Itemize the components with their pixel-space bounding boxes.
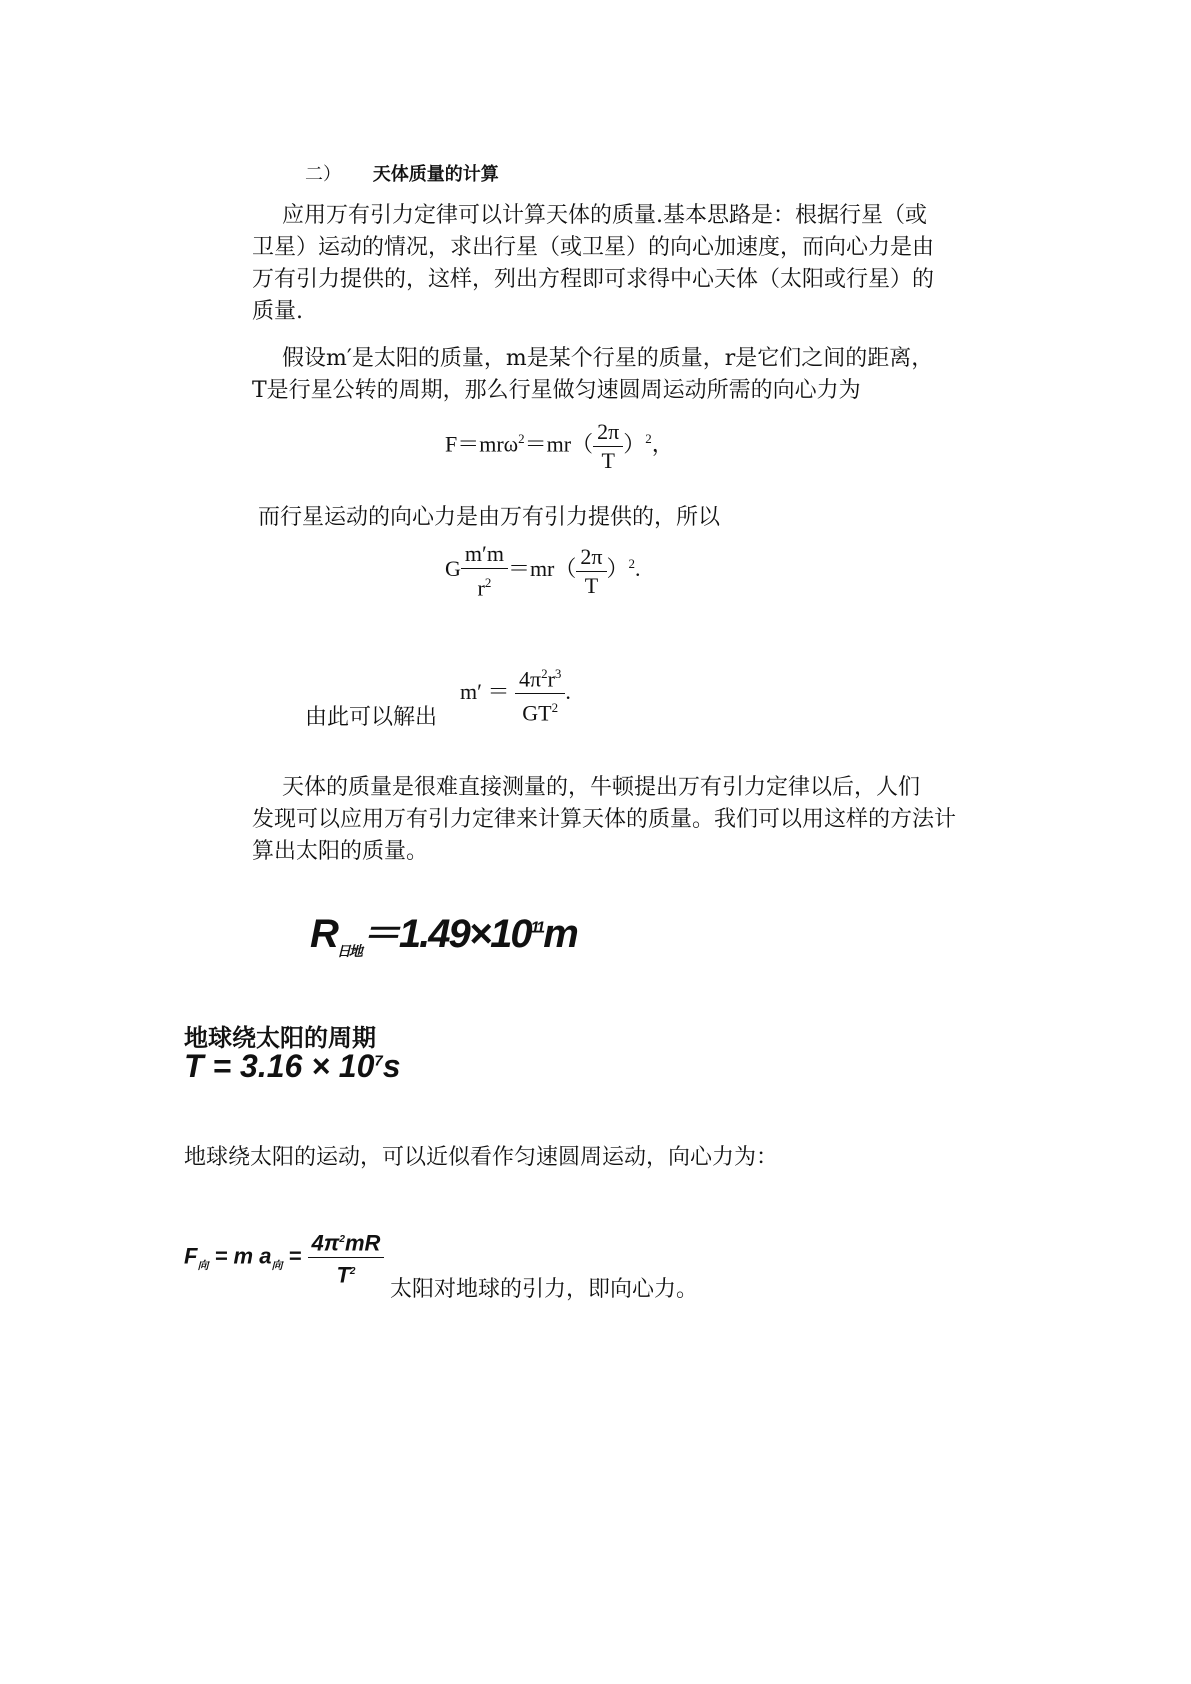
formula-exponent: 3	[554, 666, 562, 681]
formula-text: ）	[623, 431, 646, 457]
formula-text: m′	[460, 678, 482, 704]
paragraph-measurement	[252, 772, 1012, 868]
paragraph-method	[252, 200, 1012, 328]
formula-text: 4π	[518, 666, 542, 692]
paragraph-gravitational-pull: 太阳对地球的引力，即向心力。	[390, 1277, 699, 1302]
fraction-numerator	[308, 1226, 385, 1258]
fraction-numerator: 2π	[576, 543, 606, 572]
text-line: 算出太阳的质量。	[252, 839, 429, 864]
formula-exponent: 2	[551, 700, 559, 716]
formula-subscript: 向	[197, 1260, 209, 1273]
formula-text: mR	[344, 1230, 381, 1256]
fraction-denominator	[515, 694, 565, 727]
fraction-numerator: 2π	[593, 418, 623, 447]
solve-text: 由此可以解出	[305, 705, 438, 730]
formula-exponent: 11	[530, 919, 544, 937]
fraction	[515, 660, 565, 728]
formula-text: .	[635, 556, 641, 582]
formula-text: G	[445, 556, 461, 582]
formula-text: =	[282, 1243, 308, 1269]
fraction	[576, 543, 606, 600]
formula-text: ＝1.49×10	[360, 912, 531, 956]
section-heading	[305, 160, 499, 186]
formula-text: R	[310, 912, 337, 956]
text-line: T是行星公转的周期，那么行星做匀速圆周运动所需的向心力为	[252, 378, 861, 403]
formula-text: r	[477, 575, 485, 601]
formula-exponent: 2	[645, 431, 652, 447]
formula-exponent: 2	[541, 666, 548, 681]
formula-centripetal-force-earth	[184, 1226, 384, 1290]
text-line: 万有引力提供的，这样，列出方程即可求得中心天体（太阳或行星）的	[252, 267, 935, 292]
fraction-denominator: T	[601, 448, 615, 473]
formula-sun-earth-distance	[310, 902, 577, 961]
section-title: 天体质量的计算	[372, 164, 499, 185]
formula-subscript: 日地	[336, 943, 361, 959]
formula-subscript: 向	[271, 1260, 283, 1273]
formula-exponent: 2	[628, 555, 636, 571]
text-line: 应用万有引力定律可以计算天体的质量.基本思路是：根据行星（或	[282, 203, 927, 228]
text-line: 天体的质量是很难直接测量的，牛顿提出万有引力定律以后，人们	[282, 775, 921, 800]
formula-text: ）	[606, 556, 629, 582]
formula-text: ，	[651, 431, 674, 457]
fraction-denominator: T	[584, 572, 599, 598]
formula-exponent: 7	[374, 1052, 383, 1070]
formula-exponent: 2	[484, 575, 492, 590]
formula-exponent: 2	[339, 1234, 345, 1245]
formula-text: 4π	[311, 1230, 340, 1256]
formula-text: ＝mr（	[507, 556, 577, 582]
fraction-numerator: m′m	[461, 540, 508, 569]
formula-text: ＝	[487, 678, 510, 704]
formula-text: m	[543, 912, 577, 956]
formula-text: = m a	[208, 1243, 272, 1269]
fraction	[308, 1226, 385, 1290]
fraction-denominator	[461, 569, 508, 602]
formula-text: r	[547, 666, 555, 692]
text-line: 质量.	[252, 299, 303, 324]
formula-sun-mass	[460, 660, 571, 728]
formula-exponent: 2	[349, 1266, 356, 1278]
formula-text: T	[336, 1262, 350, 1288]
fraction	[461, 540, 508, 602]
formula-text: ＝mr（	[524, 431, 594, 457]
section-number: 二）	[305, 164, 341, 185]
paragraph-gravity: 而行星运动的向心力是由万有引力提供的，所以	[258, 505, 721, 530]
formula-text: T = 3.16 × 10	[184, 1048, 375, 1084]
period-label: 地球绕太阳的周期	[184, 1024, 376, 1052]
text-line: 卫星）运动的情况，求出行星（或卫星）的向心加速度，而向心力是由	[252, 235, 935, 260]
paragraph-circular-motion: 地球绕太阳的运动，可以近似看作匀速圆周运动，向心力为：	[184, 1145, 779, 1170]
fraction	[593, 418, 623, 475]
formula-text: s	[382, 1048, 401, 1084]
fraction-denominator	[308, 1258, 385, 1289]
paragraph-assumption	[252, 343, 1012, 407]
formula-text: .	[565, 678, 571, 704]
formula-text: F＝mrω	[445, 431, 519, 457]
formula-period	[184, 1048, 401, 1085]
formula-gravity-equation	[445, 540, 641, 602]
formula-exponent: 2	[518, 431, 525, 447]
formula-text: GT	[522, 700, 552, 726]
formula-text: F	[184, 1243, 198, 1269]
text-line: 假设m′是太阳的质量，m是某个行星的质量，r是它们之间的距离，	[282, 346, 934, 371]
fraction-numerator	[515, 660, 565, 694]
text-line: 发现可以应用万有引力定律来计算天体的质量。我们可以用这样的方法计	[252, 807, 957, 832]
formula-centripetal-force	[445, 418, 674, 475]
